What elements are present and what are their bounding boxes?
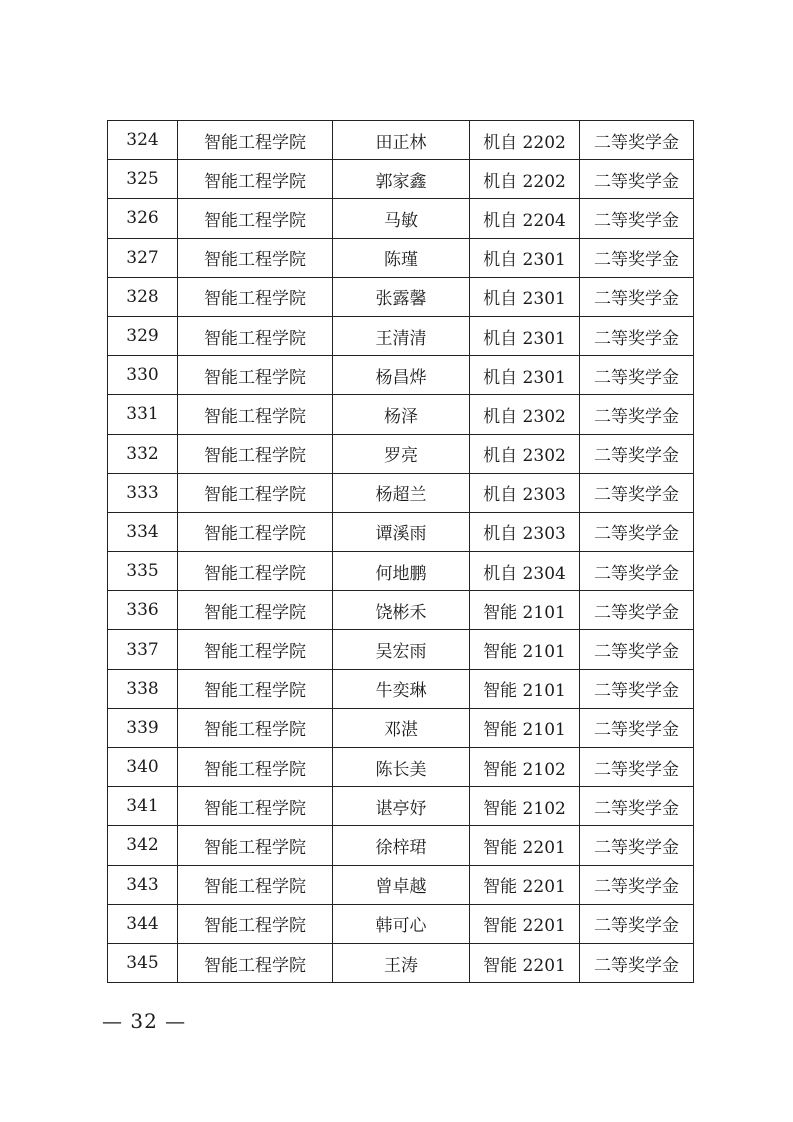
class-cell: 智能 2201 xyxy=(470,865,580,904)
class-cell: 智能 2101 xyxy=(470,669,580,708)
award-cell: 二等奖学金 xyxy=(580,434,694,473)
row-number-cell: 345 xyxy=(108,943,178,982)
table-row xyxy=(108,473,694,512)
class-cell: 智能 2201 xyxy=(470,943,580,982)
award-cell: 二等奖学金 xyxy=(580,473,694,512)
award-cell: 二等奖学金 xyxy=(580,865,694,904)
class-cell: 机自 2301 xyxy=(470,356,580,395)
table-row xyxy=(108,669,694,708)
award-cell: 二等奖学金 xyxy=(580,121,694,160)
class-cell: 智能 2101 xyxy=(470,591,580,630)
row-number-cell: 324 xyxy=(108,121,178,160)
class-cell: 机自 2302 xyxy=(470,434,580,473)
table-row xyxy=(108,434,694,473)
college-cell: 智能工程学院 xyxy=(178,356,333,395)
class-cell: 智能 2101 xyxy=(470,630,580,669)
award-cell: 二等奖学金 xyxy=(580,943,694,982)
row-number-cell: 329 xyxy=(108,316,178,355)
class-cell: 智能 2201 xyxy=(470,904,580,943)
student-name-cell: 邓湛 xyxy=(333,708,470,747)
class-cell: 智能 2102 xyxy=(470,748,580,787)
student-name-cell: 吴宏雨 xyxy=(333,630,470,669)
award-cell: 二等奖学金 xyxy=(580,669,694,708)
award-cell: 二等奖学金 xyxy=(580,630,694,669)
table-body xyxy=(108,121,694,983)
award-cell: 二等奖学金 xyxy=(580,277,694,316)
table-row xyxy=(108,708,694,747)
row-number-cell: 335 xyxy=(108,552,178,591)
college-cell: 智能工程学院 xyxy=(178,316,333,355)
row-number-cell: 337 xyxy=(108,630,178,669)
class-cell: 机自 2301 xyxy=(470,316,580,355)
college-cell: 智能工程学院 xyxy=(178,199,333,238)
row-number-cell: 340 xyxy=(108,748,178,787)
college-cell: 智能工程学院 xyxy=(178,473,333,512)
student-name-cell: 张露馨 xyxy=(333,277,470,316)
table-row xyxy=(108,316,694,355)
row-number-cell: 331 xyxy=(108,395,178,434)
college-cell: 智能工程学院 xyxy=(178,395,333,434)
row-number-cell: 333 xyxy=(108,473,178,512)
college-cell: 智能工程学院 xyxy=(178,669,333,708)
student-name-cell: 韩可心 xyxy=(333,904,470,943)
table-row xyxy=(108,552,694,591)
class-cell: 智能 2201 xyxy=(470,826,580,865)
college-cell: 智能工程学院 xyxy=(178,630,333,669)
table-row xyxy=(108,512,694,551)
college-cell: 智能工程学院 xyxy=(178,591,333,630)
award-cell: 二等奖学金 xyxy=(580,787,694,826)
row-number-cell: 327 xyxy=(108,238,178,277)
table-row xyxy=(108,630,694,669)
student-name-cell: 马敏 xyxy=(333,199,470,238)
college-cell: 智能工程学院 xyxy=(178,552,333,591)
table-row xyxy=(108,787,694,826)
table-row xyxy=(108,238,694,277)
college-cell: 智能工程学院 xyxy=(178,904,333,943)
college-cell: 智能工程学院 xyxy=(178,121,333,160)
table-row xyxy=(108,748,694,787)
row-number-cell: 336 xyxy=(108,591,178,630)
table-row xyxy=(108,199,694,238)
college-cell: 智能工程学院 xyxy=(178,238,333,277)
student-name-cell: 杨超兰 xyxy=(333,473,470,512)
award-cell: 二等奖学金 xyxy=(580,160,694,199)
table-row xyxy=(108,395,694,434)
college-cell: 智能工程学院 xyxy=(178,708,333,747)
student-name-cell: 何地鹏 xyxy=(333,552,470,591)
student-name-cell: 杨昌烨 xyxy=(333,356,470,395)
scholarship-table xyxy=(107,120,694,983)
student-name-cell: 牛奕琳 xyxy=(333,669,470,708)
college-cell: 智能工程学院 xyxy=(178,748,333,787)
class-cell: 智能 2102 xyxy=(470,787,580,826)
class-cell: 机自 2202 xyxy=(470,121,580,160)
college-cell: 智能工程学院 xyxy=(178,434,333,473)
class-cell: 机自 2202 xyxy=(470,160,580,199)
row-number-cell: 325 xyxy=(108,160,178,199)
award-cell: 二等奖学金 xyxy=(580,316,694,355)
row-number-cell: 326 xyxy=(108,199,178,238)
class-cell: 智能 2101 xyxy=(470,708,580,747)
student-name-cell: 饶彬禾 xyxy=(333,591,470,630)
row-number-cell: 338 xyxy=(108,669,178,708)
page-number: — 32 — xyxy=(102,1009,187,1033)
row-number-cell: 344 xyxy=(108,904,178,943)
class-cell: 机自 2303 xyxy=(470,473,580,512)
row-number-cell: 332 xyxy=(108,434,178,473)
row-number-cell: 342 xyxy=(108,826,178,865)
row-number-cell: 341 xyxy=(108,787,178,826)
row-number-cell: 334 xyxy=(108,512,178,551)
row-number-cell: 343 xyxy=(108,865,178,904)
table-row xyxy=(108,943,694,982)
award-cell: 二等奖学金 xyxy=(580,395,694,434)
table-row xyxy=(108,277,694,316)
college-cell: 智能工程学院 xyxy=(178,512,333,551)
student-name-cell: 谭溪雨 xyxy=(333,512,470,551)
student-name-cell: 谌亭妤 xyxy=(333,787,470,826)
table-row xyxy=(108,121,694,160)
student-name-cell: 曾卓越 xyxy=(333,865,470,904)
student-name-cell: 田正林 xyxy=(333,121,470,160)
table-row xyxy=(108,904,694,943)
table-row xyxy=(108,160,694,199)
college-cell: 智能工程学院 xyxy=(178,277,333,316)
table-row xyxy=(108,826,694,865)
table-row xyxy=(108,865,694,904)
college-cell: 智能工程学院 xyxy=(178,160,333,199)
class-cell: 机自 2302 xyxy=(470,395,580,434)
college-cell: 智能工程学院 xyxy=(178,787,333,826)
award-cell: 二等奖学金 xyxy=(580,552,694,591)
class-cell: 机自 2301 xyxy=(470,238,580,277)
student-name-cell: 杨泽 xyxy=(333,395,470,434)
row-number-cell: 339 xyxy=(108,708,178,747)
award-cell: 二等奖学金 xyxy=(580,238,694,277)
award-cell: 二等奖学金 xyxy=(580,512,694,551)
student-name-cell: 王清清 xyxy=(333,316,470,355)
college-cell: 智能工程学院 xyxy=(178,943,333,982)
class-cell: 机自 2204 xyxy=(470,199,580,238)
class-cell: 机自 2304 xyxy=(470,552,580,591)
award-cell: 二等奖学金 xyxy=(580,591,694,630)
award-cell: 二等奖学金 xyxy=(580,199,694,238)
student-name-cell: 陈长美 xyxy=(333,748,470,787)
award-cell: 二等奖学金 xyxy=(580,826,694,865)
table-row xyxy=(108,591,694,630)
award-cell: 二等奖学金 xyxy=(580,356,694,395)
award-cell: 二等奖学金 xyxy=(580,904,694,943)
college-cell: 智能工程学院 xyxy=(178,865,333,904)
class-cell: 机自 2301 xyxy=(470,277,580,316)
row-number-cell: 328 xyxy=(108,277,178,316)
award-cell: 二等奖学金 xyxy=(580,708,694,747)
college-cell: 智能工程学院 xyxy=(178,826,333,865)
class-cell: 机自 2303 xyxy=(470,512,580,551)
student-name-cell: 陈瑾 xyxy=(333,238,470,277)
table-row xyxy=(108,356,694,395)
award-cell: 二等奖学金 xyxy=(580,748,694,787)
row-number-cell: 330 xyxy=(108,356,178,395)
student-name-cell: 罗亮 xyxy=(333,434,470,473)
student-name-cell: 郭家鑫 xyxy=(333,160,470,199)
student-name-cell: 王涛 xyxy=(333,943,470,982)
student-name-cell: 徐梓珺 xyxy=(333,826,470,865)
